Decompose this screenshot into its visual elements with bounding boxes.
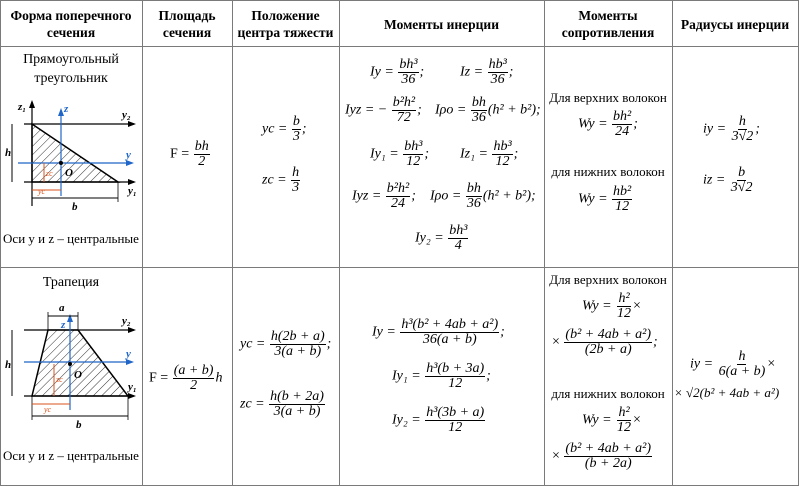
resistance-lower-trapezoid: Wy = $\frac{\text{h²}}{12}$ × xyxy=(582,405,641,435)
trapezoid-figure xyxy=(4,298,140,432)
header-inertia: Моменты инерции xyxy=(384,16,499,32)
triangle-shape xyxy=(32,124,118,182)
label-yc: yc xyxy=(38,187,46,196)
label-y2: y₂ xyxy=(122,109,131,121)
grid-line xyxy=(0,0,799,1)
label-y1: y₁ xyxy=(128,381,137,393)
resistance-lower-label-trapezoid: для нижних волокон xyxy=(551,386,665,401)
label-O: O xyxy=(74,369,82,381)
inertia-Ipo-center: Iρo = $\frac{bh}{36}$ (h² + b²); xyxy=(435,95,541,125)
resistance-upper-label-triangle: Для верхних волокон xyxy=(549,90,667,105)
axes-note-triangle: Оси y и z – центральные xyxy=(3,231,139,246)
resistance-upper-label-trapezoid: Для верхних волокон xyxy=(549,272,667,287)
grid-line xyxy=(0,0,1,486)
label-h: h xyxy=(5,147,12,159)
label-y1: y₁ xyxy=(128,185,137,197)
label-yc: yc xyxy=(44,405,52,414)
resistance-upper-trapezoid: Wy = $\frac{\text{h²}}{12}$ × xyxy=(582,291,641,321)
label-a: a xyxy=(59,302,65,314)
radius-iy-cont-trapezoid: × √2(b² + 4ab + a²) xyxy=(674,385,780,400)
grid-line xyxy=(232,0,233,486)
inertia-Iyz-edge: Iyz = $\frac{\text{b²h²}}{24}$ ; xyxy=(352,181,416,211)
label-z1: z₁ xyxy=(18,101,27,113)
label-y: y xyxy=(126,348,131,360)
resistance-lower-cont-trapezoid: × $\frac{\text{(b² + 4ab + a²)}}{(b + 2a)}$ xyxy=(552,441,652,471)
label-b: b xyxy=(76,419,82,431)
shape-title-triangle: Прямоугольный треугольник xyxy=(23,52,119,86)
area-triangle: F = $\frac{bh}{2}$ xyxy=(170,139,209,169)
label-y2: y₂ xyxy=(122,315,131,327)
centroid-yc-trapezoid: yc = $\frac{h(2b + a)}{3(a + b)}$ ; xyxy=(240,329,332,359)
label-zc: zc xyxy=(56,375,63,384)
radius-iy-triangle: iy = $\frac{h}{3√2}$ ; xyxy=(703,114,760,144)
label-h: h xyxy=(5,359,12,371)
grid-line xyxy=(142,0,143,486)
inertia-Iy-trapezoid: Iy = $\frac{\text{h³(b² + 4ab + a²)}}{36(a + b)}$ ; xyxy=(372,317,505,347)
inertia-Iy2-trapezoid: Iy₂ = $\frac{\text{h³(3b + a)}}{12}$ xyxy=(392,405,485,435)
inertia-Iz1: Iz₁ = $\frac{\text{hb³}}{12}$ ; xyxy=(460,139,519,169)
label-O: O xyxy=(65,167,73,179)
axes-note-trapezoid: Оси y и z – центральные xyxy=(3,448,139,463)
trapezoid-shape xyxy=(32,330,128,396)
inertia-Iyz-center: Iyz = − $\frac{\text{b²h²}}{72}$ ; xyxy=(345,95,422,125)
label-zc: zc xyxy=(46,169,53,178)
triangle-figure xyxy=(4,98,140,216)
label-b: b xyxy=(72,201,78,213)
grid-line xyxy=(0,267,799,268)
area-trapezoid: F = $\frac{(a + b)}{2}$ h xyxy=(149,363,223,393)
centroid-zc-trapezoid: zc = $\frac{h(b + 2a)}{3(a + b)}$ xyxy=(240,389,324,419)
header-shape: Форма поперечного сечения xyxy=(10,8,132,40)
header-centroid: Положение центра тяжести xyxy=(237,8,334,40)
inertia-Iy2: Iy₂ = $\frac{\text{bh³}}{4}$ xyxy=(415,223,468,253)
radius-iz-triangle: iz = $\frac{b}{3√2}$ xyxy=(703,165,753,195)
resistance-upper-triangle: Wy = $\frac{\text{bh²}}{24}$ ; xyxy=(578,109,638,139)
label-y: y xyxy=(126,149,131,161)
header-radius: Радиусы инерции xyxy=(680,16,790,32)
resistance-lower-label-triangle: для нижних волокон xyxy=(551,164,665,179)
shape-title-trapezoid: Трапеция xyxy=(42,275,100,290)
header-area: Площадь сечения xyxy=(158,8,216,40)
resistance-upper-cont-trapezoid: × $\frac{\text{(b² + 4ab + a²)}}{(2b + a)}$ ; xyxy=(552,327,658,357)
inertia-Iy1: Iy₁ = $\frac{\text{bh³}}{12}$ ; xyxy=(370,139,430,169)
inertia-Iy1-trapezoid: Iy₁ = $\frac{\text{h³(b + 3a)}}{12}$ ; xyxy=(392,361,491,391)
centroid-zc-triangle: zc = $\frac{h}{3}$ xyxy=(262,165,300,195)
label-z: z xyxy=(61,319,66,331)
header-resistance: Моменты сопротивления xyxy=(561,8,655,40)
grid-line xyxy=(544,0,545,486)
resistance-lower-triangle: Wy = $\frac{\text{hb²}}{12}$ xyxy=(578,184,632,214)
label-z: z xyxy=(64,103,69,115)
grid-line xyxy=(0,46,799,47)
grid-line xyxy=(672,0,673,486)
inertia-Ipo-edge: Iρo = $\frac{bh}{36}$ (h² + b²); xyxy=(430,181,536,211)
centroid-yc-triangle: yc = $\frac{b}{3}$ ; xyxy=(262,114,307,144)
radius-iy-trapezoid: iy = $\frac{h}{6(a + b)}$ × xyxy=(690,349,776,379)
inertia-Iy: Iy = $\frac{\text{bh³}}{36}$ ; xyxy=(370,57,425,87)
grid-line xyxy=(339,0,340,486)
inertia-Iz: Iz = $\frac{\text{hb³}}{36}$ ; xyxy=(460,57,514,87)
